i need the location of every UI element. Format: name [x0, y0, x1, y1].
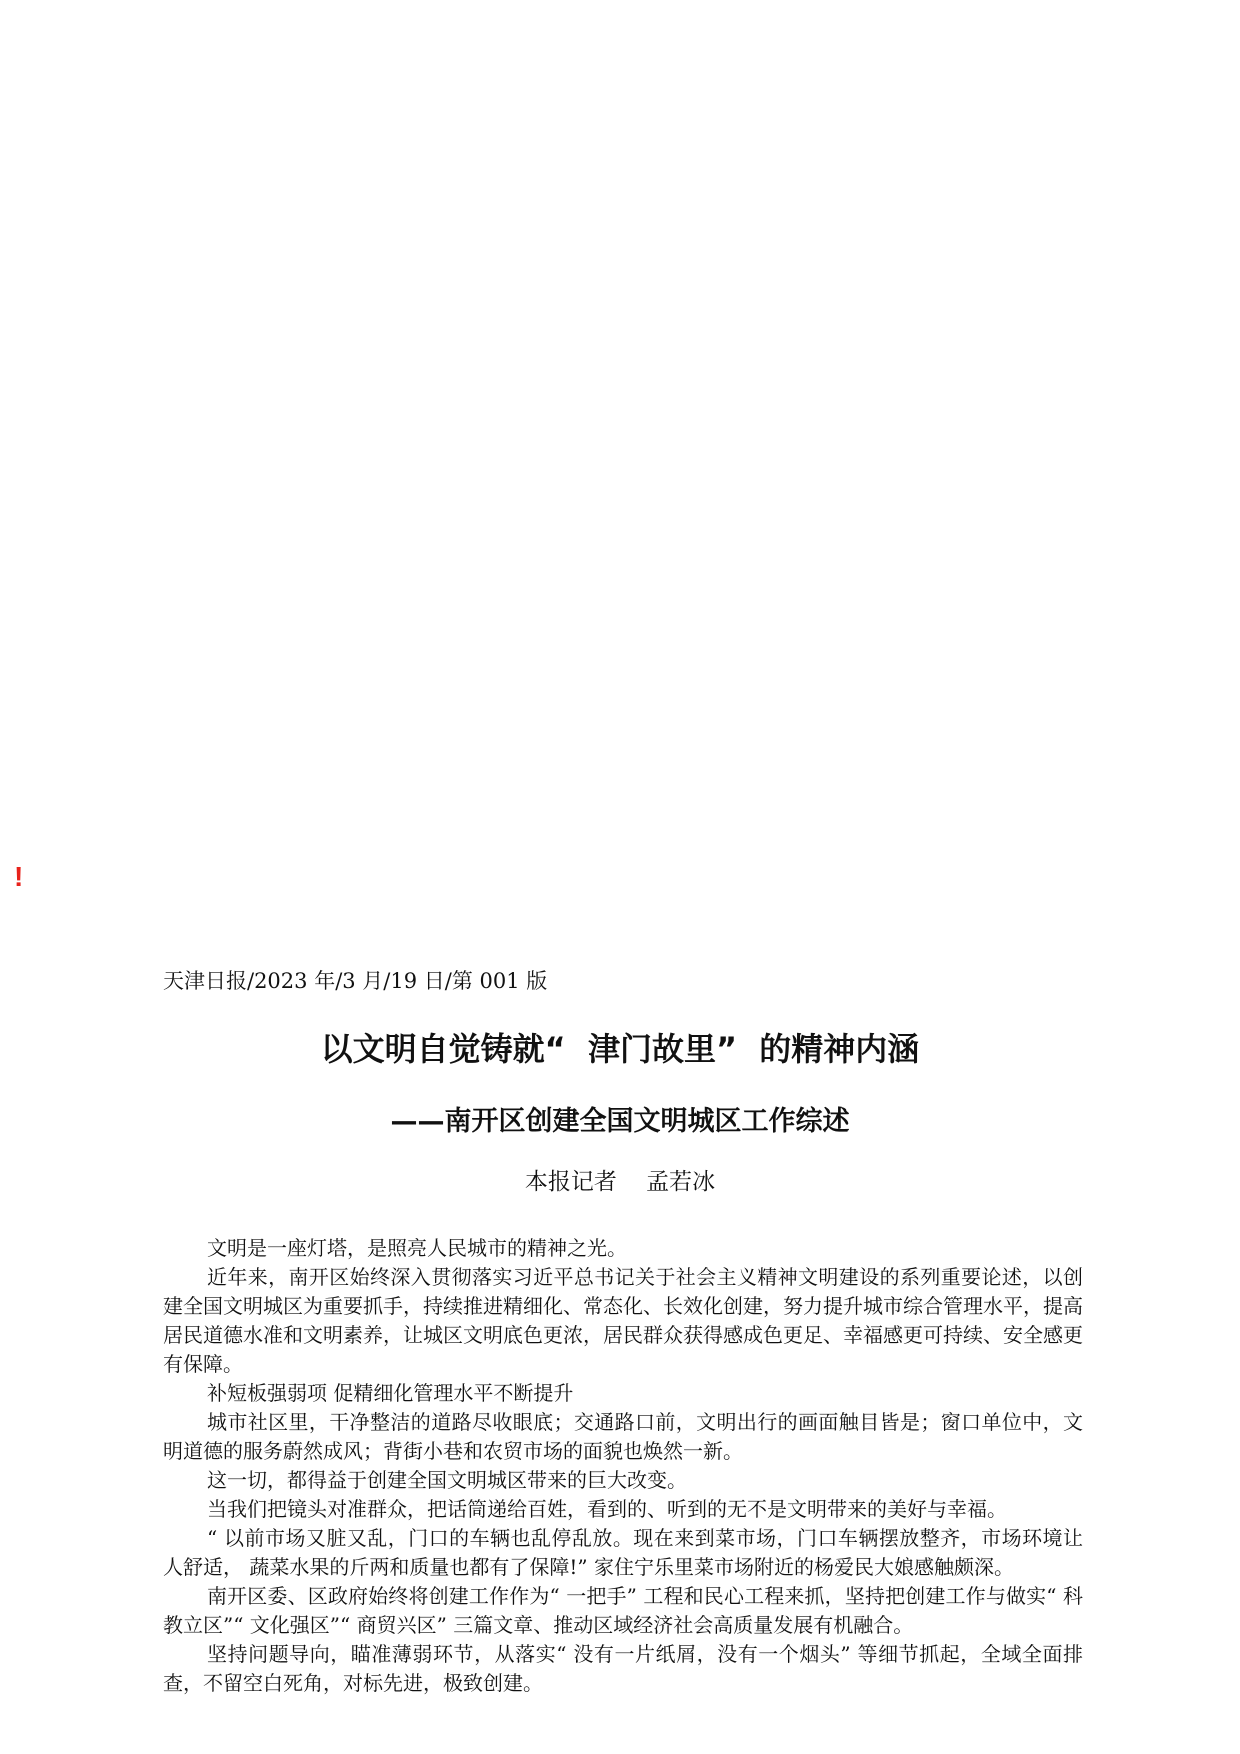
paragraph: 南开区委、区政府始终将创建工作作为“ 一把手” 工程和民心工程来抓，坚持把创建工作与做实“ 科教立区”“ 文化强区”“ 商贸兴区” 三篇文章、推动区域经济社会高质量发展有机融合。	[163, 1584, 1083, 1637]
publication-source: 天津日报/2023 年/3 月/19 日/第 001 版	[163, 969, 548, 993]
article-byline: 本报记者 孟若冰	[524, 1169, 716, 1195]
paragraph: 当我们把镜头对准群众，把话筒递给百姓，看到的、听到的无不是文明带来的美好与幸福。	[207, 1497, 1007, 1521]
paragraph: “ 以前市场又脏又乱，门口的车辆也乱停乱放。现在来到菜市场，门口车辆摆放整齐，市场环境让人舒适， 蔬菜水果的斤两和质量也都有了保障!” 家住宁乐里菜市场附近的杨爱民大娘感触颇深。	[163, 1526, 1083, 1579]
article-body	[163, 1234, 1083, 1698]
paragraph: 近年来，南开区始终深入贯彻落实习近平总书记关于社会主义精神文明建设的系列重要论述，以创建全国文明城区为重要抓手，持续推进精细化、常态化、长效化创建，努力提升城市综合管理水平，提高居民道德水准和文明素养，让城区文明底色更浓，居民群众获得感成色更足、幸福感更可持续、安全感更有保障。	[163, 1265, 1083, 1376]
paragraph: 城市社区里，干净整洁的道路尽收眼底；交通路口前，文明出行的画面触目皆是；窗口单位中，文明道德的服务蔚然成风；背街小巷和农贸市场的面貌也焕然一新。	[163, 1410, 1083, 1463]
paragraph: 这一切，都得益于创建全国文明城区带来的巨大改变。	[207, 1468, 687, 1492]
section-heading: 补短板强弱项 促精细化管理水平不断提升	[207, 1381, 574, 1405]
article-subtitle: ——南开区创建全国文明城区工作综述	[390, 1106, 850, 1137]
paragraph: 文明是一座灯塔，是照亮人民城市的精神之光。	[207, 1236, 627, 1260]
exclamation-mark: !	[14, 861, 24, 892]
article-title: 以文明自觉铸就“ 津门故里” 的精神内涵	[320, 1030, 920, 1068]
paragraph: 坚持问题导向，瞄准薄弱环节，从落实“ 没有一片纸屑，没有一个烟头” 等细节抓起，全域全面排查，不留空白死角，对标先进，极致创建。	[163, 1642, 1083, 1695]
